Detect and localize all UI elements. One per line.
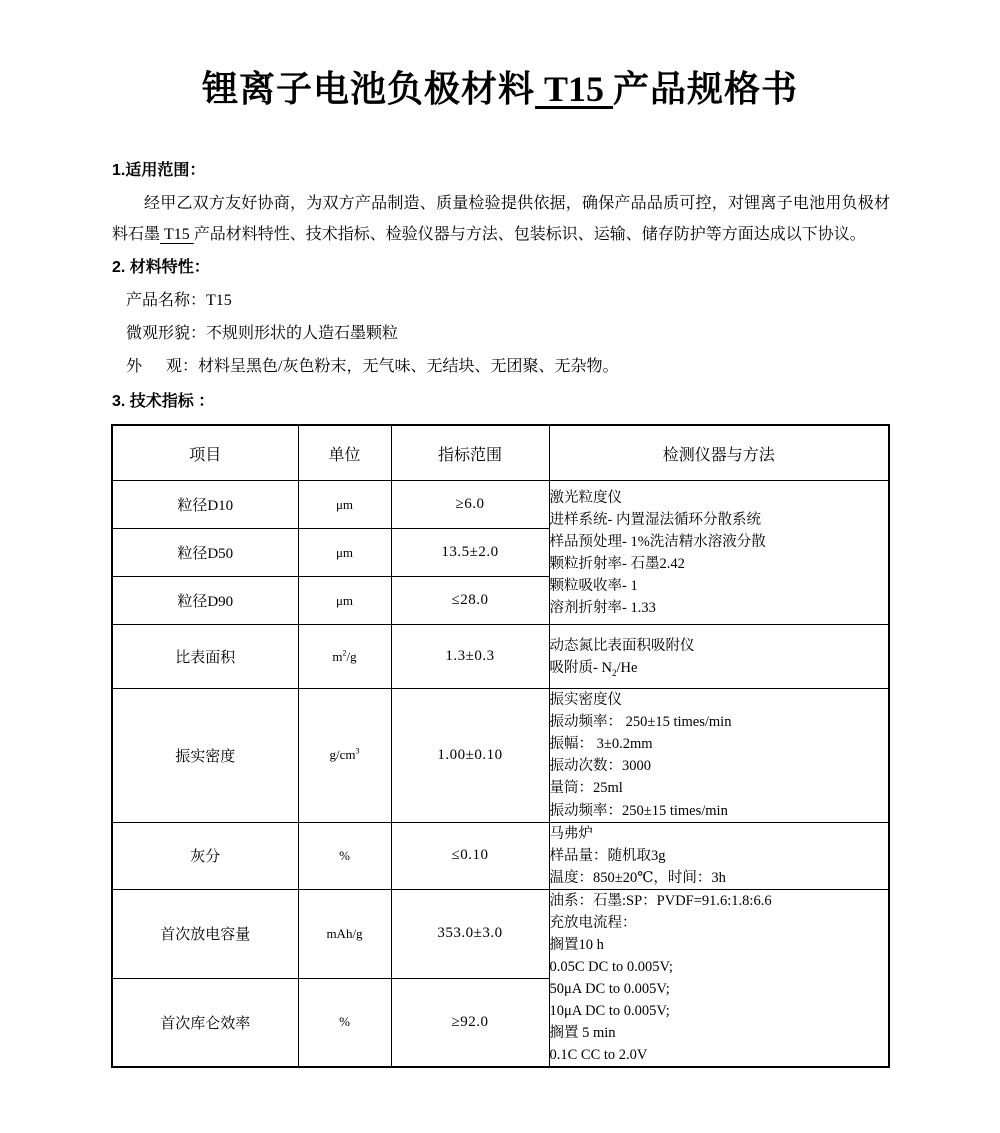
table-row <box>112 689 889 822</box>
method-line: 温度：850±20℃，时间：3h <box>549 869 726 886</box>
technical-spec-table <box>111 424 890 1068</box>
table-row <box>112 822 889 889</box>
table-header-row <box>112 425 889 481</box>
spec-table-wrapper <box>0 424 1000 1068</box>
row-range-d10: ≥6.0 <box>391 481 549 529</box>
row-unit-first-coulombic-efficiency: % <box>298 978 391 1067</box>
method-line: 0.1C CC to 2.0V <box>549 1046 648 1063</box>
method-line: 量筒：25ml <box>549 780 623 797</box>
method-line <box>550 657 889 679</box>
section-1-model-underlined: T15 <box>160 226 194 244</box>
method-line: 溶剂折射率- 1.33 <box>549 599 656 616</box>
method-line: 进样系统- 内置湿法循环分散系统 <box>549 511 761 528</box>
row-unit-ash: % <box>298 822 391 889</box>
table-row <box>112 625 889 689</box>
method-line: 50μA DC to 0.005V; <box>549 980 670 997</box>
method-line: 振实密度仪 <box>549 692 622 709</box>
method-line: 油系：石墨:SP：PVDF=91.6:1.8:6.6 <box>549 892 772 909</box>
section-1-heading: 1.适用范围： <box>112 162 206 180</box>
material-morphology: 微观形貌：不规则形状的人造石墨颗粒 <box>126 324 399 342</box>
title-part1: 锂离子电池负极材料 <box>201 69 535 109</box>
row-item-d50: 粒径D50 <box>112 529 298 577</box>
method-line: 振动频率： 250±15 times/min <box>549 714 732 731</box>
method-line: 搁置 5 min <box>549 1024 616 1041</box>
row-item-d90: 粒径D90 <box>112 577 298 625</box>
section-2-heading: 2. 材料特性： <box>112 259 210 277</box>
method-line: 颗粒折射率- 石墨2.42 <box>549 555 685 572</box>
row-item-bet: 比表面积 <box>112 625 298 689</box>
method-tap-density <box>549 689 889 822</box>
section-1-paragraph <box>112 188 890 250</box>
method-line: 振动次数：3000 <box>549 758 651 775</box>
method-line: 马弗炉 <box>549 825 593 842</box>
row-item-ash: 灰分 <box>112 822 298 889</box>
row-range-tap-density: 1.00±0.10 <box>391 689 549 822</box>
method-line: 激光粒度仪 <box>549 489 622 506</box>
row-unit-bet: $m^2/g$ <box>298 625 391 689</box>
method-line: 10μA DC to 0.005V; <box>549 1002 670 1019</box>
method-bet <box>549 625 889 689</box>
row-range-d90: ≤28.0 <box>391 577 549 625</box>
title-part2: 产品规格书 <box>613 69 799 109</box>
row-item-d10: 粒径D10 <box>112 481 298 529</box>
header-item: 项目 <box>112 425 298 481</box>
header-range: 指标范围 <box>391 425 549 481</box>
method-ash <box>549 822 889 889</box>
method-particle-size <box>549 481 889 625</box>
header-method: 检测仪器与方法 <box>549 425 889 481</box>
method-line: 颗粒吸收率- 1 <box>549 577 638 594</box>
material-appearance: 外 观：材料呈黑色/灰色粉末，无气味、无结块、无团聚、无杂物。 <box>126 357 619 375</box>
header-unit: 单位 <box>298 425 391 481</box>
table-row <box>112 481 889 529</box>
method-line: 振动频率：250±15 times/min <box>549 802 728 819</box>
method-line: 0.05C DC to 0.005V; <box>549 958 673 975</box>
method-line-pre: 吸附质- N <box>549 659 612 676</box>
row-item-first-discharge-capacity: 首次放电容量 <box>112 889 298 978</box>
title-model-underlined: T15 <box>534 69 613 109</box>
method-line-post: /He <box>616 659 638 676</box>
row-unit-first-discharge-capacity: mAh/g <box>298 889 391 978</box>
method-line: 动态氮比表面积吸附仪 <box>549 637 695 654</box>
row-unit-d90: μm <box>298 577 391 625</box>
row-range-bet: 1.3±0.3 <box>391 625 549 689</box>
table-row <box>112 889 889 978</box>
row-unit-d10: μm <box>298 481 391 529</box>
method-line: 振幅： 3±0.2mm <box>549 736 653 753</box>
row-item-tap-density: 振实密度 <box>112 689 298 822</box>
section-1-text-post: 产品材料特性、技术指标、检验仪器与方法、包装标识、运输、储存防护等方面达成以下协议。 <box>193 226 866 244</box>
material-product-name: 产品名称：T15 <box>126 292 232 310</box>
method-line: 样品预处理- 1%洗洁精水溶液分散 <box>549 533 766 550</box>
section-3-heading: 3. 技术指标 ： <box>112 392 215 410</box>
page-title <box>0 0 1000 111</box>
row-range-ash: ≤0.10 <box>391 822 549 889</box>
document-body <box>0 159 1000 414</box>
row-item-first-coulombic-efficiency: 首次库仑效率 <box>112 978 298 1067</box>
method-electrochemical <box>549 889 889 1067</box>
method-line: 充放电流程： <box>549 914 637 931</box>
row-range-first-discharge-capacity: 353.0±3.0 <box>391 889 549 978</box>
row-unit-tap-density: $g/cm^3$ <box>298 689 391 822</box>
method-line-sub: 2 <box>611 667 617 678</box>
section-2-block <box>112 256 890 383</box>
method-line: 搁置10 h <box>549 936 604 953</box>
section-1-text-pre: 经甲乙双方友好协商，为双方产品制造、质量检验提供依据，确保产品品质可控，对锂离子电池用负极材料石墨 <box>112 194 890 244</box>
method-line: 样品量：随机取3g <box>549 847 666 864</box>
row-range-first-coulombic-efficiency: ≥92.0 <box>391 978 549 1067</box>
row-unit-d50: μm <box>298 529 391 577</box>
row-range-d50: 13.5±2.0 <box>391 529 549 577</box>
